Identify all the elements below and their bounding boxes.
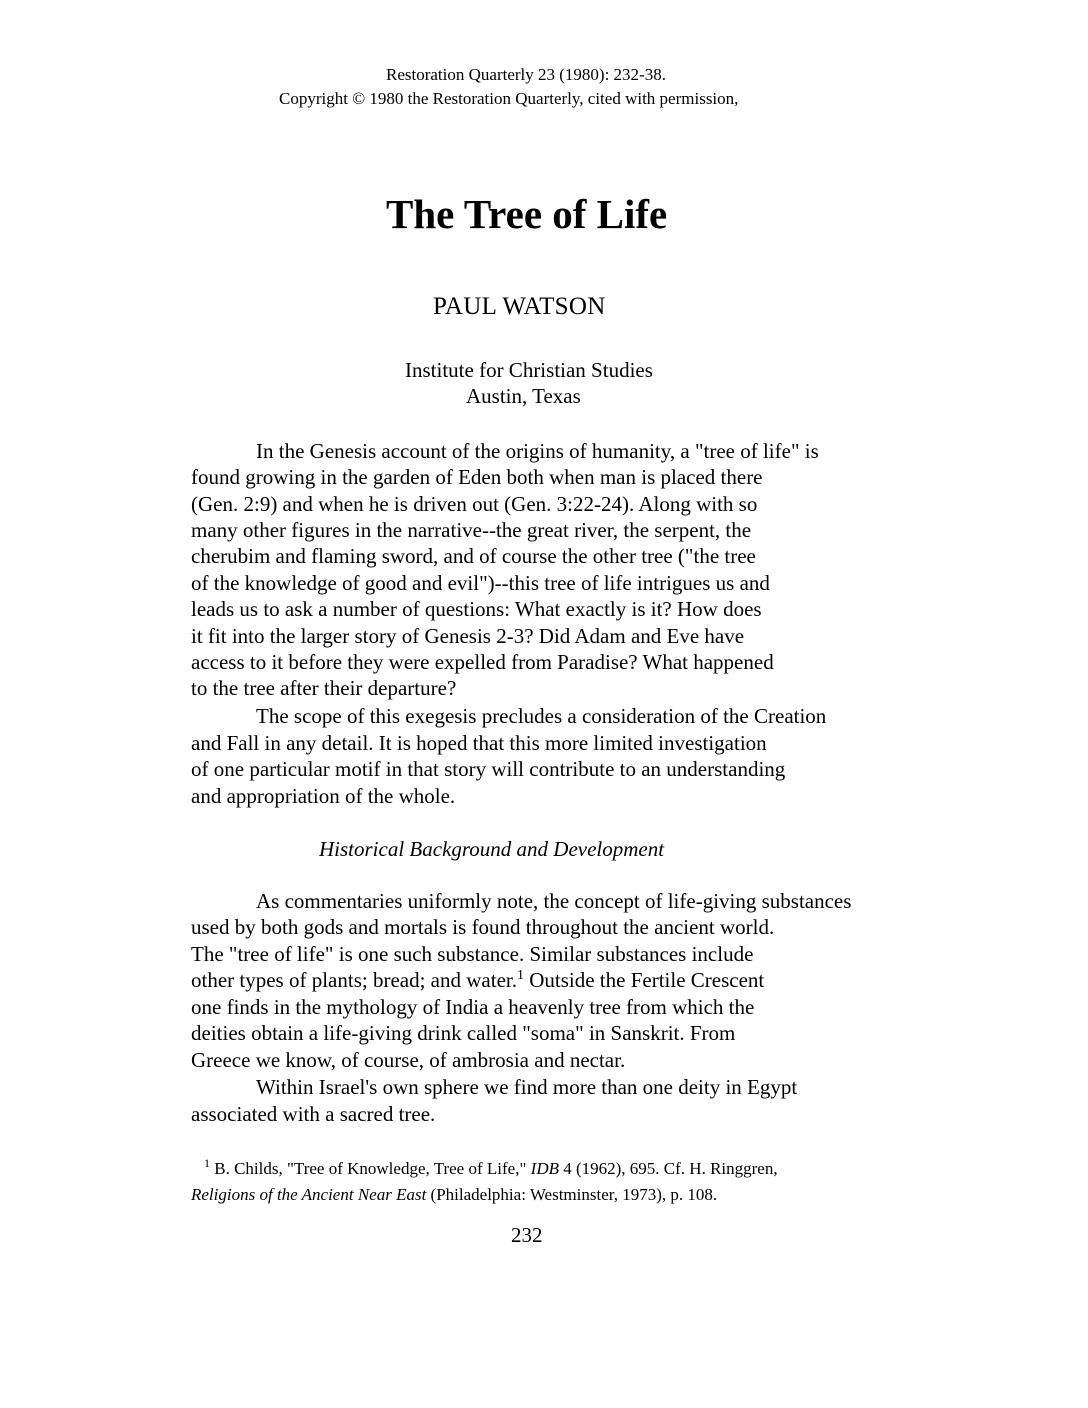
body-line: of one particular motif in that story will contribute to an understanding: [191, 757, 786, 781]
body-line: cherubim and flaming sword, and of course the other tree ("the tree: [191, 544, 756, 568]
body-line: deities obtain a life-giving drink called "soma" in Sanskrit. From: [191, 1021, 736, 1045]
footnote-text: (Philadelphia: Westminster, 1973), p. 108.: [426, 1185, 718, 1204]
footnote-reference[interactable]: 1: [516, 968, 524, 983]
body-text: Outside the Fertile Crescent: [523, 968, 765, 992]
body-line: (Gen. 2:9) and when he is driven out (Gen. 3:22-24). Along with so: [191, 492, 758, 516]
body-line: many other figures in the narrative--the great river, the serpent, the: [191, 518, 752, 542]
body-line: found growing in the garden of Eden both when man is placed there: [191, 465, 763, 489]
footnote-text-italic: Religions of the Ancient Near East: [191, 1185, 427, 1204]
page-number: 232: [511, 1223, 543, 1247]
body-line: Greece we know, of course, of ambrosia and nectar.: [191, 1048, 626, 1072]
body-line: The scope of this exegesis precludes a consideration of the Creation: [256, 704, 827, 728]
body-line: one finds in the mythology of India a heavenly tree from which the: [191, 995, 755, 1019]
body-line: As commentaries uniformly note, the concept of life-giving substances: [256, 889, 852, 913]
body-line: used by both gods and mortals is found throughout the ancient world.: [191, 915, 775, 939]
body-line: to the tree after their departure?: [191, 676, 457, 700]
body-line: and Fall in any detail. It is hoped that this more limited investigation: [191, 731, 767, 755]
body-line: leads us to ask a number of questions: What exactly is it? How does: [191, 597, 762, 621]
body-text: other types of plants; bread; and water.: [191, 968, 517, 992]
body-line-with-note: [191, 967, 764, 997]
footnote-line: [204, 1158, 778, 1181]
footnote-mark: 1: [204, 1156, 210, 1170]
author-institution: Institute for Christian Studies: [405, 358, 653, 382]
footnote-text: 4 (1962), 695. Cf. H. Ringgren,: [558, 1159, 778, 1178]
body-line: In the Genesis account of the origins of humanity, a "tree of life" is: [256, 439, 819, 463]
body-line: of the knowledge of good and evil")--this tree of life intrigues us and: [191, 571, 770, 595]
header-copyright: Copyright © 1980 the Restoration Quarterly, cited with permission,: [279, 89, 739, 108]
body-line: The "tree of life" is one such substance. Similar substances include: [191, 942, 754, 966]
article-title: The Tree of Life: [386, 191, 668, 237]
section-heading: Historical Background and Development: [319, 837, 665, 861]
body-line: access to it before they were expelled from Paradise? What happened: [191, 650, 774, 674]
footnote-text: B. Childs, "Tree of Knowledge, Tree of Life,": [210, 1159, 531, 1178]
header-citation: Restoration Quarterly 23 (1980): 232-38.: [386, 65, 666, 84]
footnote-line: [191, 1184, 717, 1206]
author-name: PAUL WATSON: [433, 293, 606, 320]
body-line: it fit into the larger story of Genesis 2-3? Did Adam and Eve have: [191, 624, 745, 648]
body-line: and appropriation of the whole.: [191, 784, 456, 808]
body-line: associated with a sacred tree.: [191, 1102, 436, 1126]
body-line: Within Israel's own sphere we find more than one deity in Egypt: [256, 1075, 798, 1099]
footnote-text-italic: IDB: [530, 1159, 559, 1178]
author-location: Austin, Texas: [466, 384, 581, 408]
